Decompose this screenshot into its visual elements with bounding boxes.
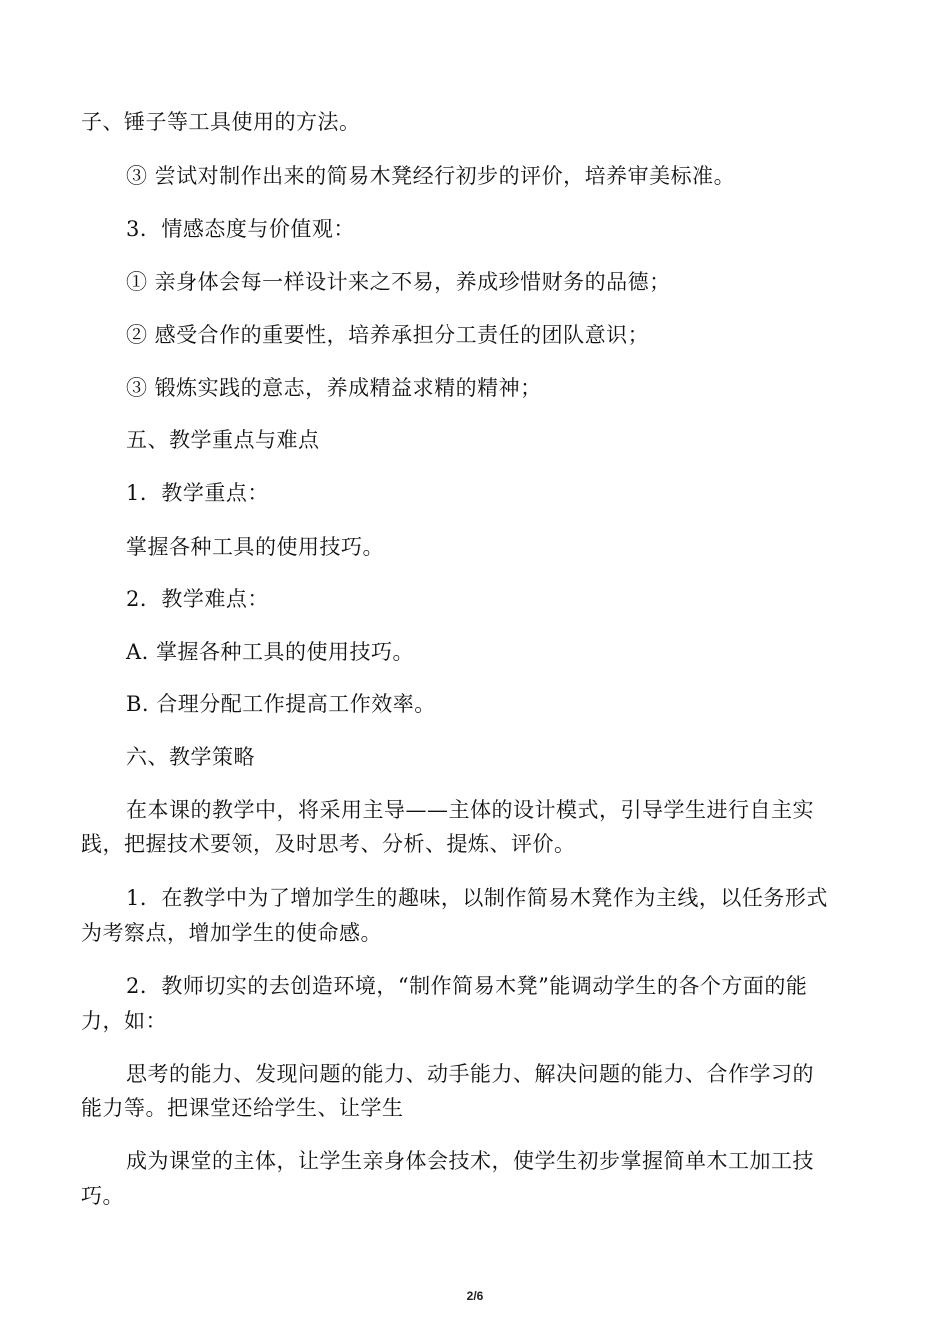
section-heading: 六、教学策略 [126,745,255,769]
section-subheading: 1．教学重点： [126,481,269,505]
paragraph-line: 在本课的教学中，将采用主导——主体的设计模式，引导学生进行自主实 [126,798,814,822]
paragraph-line: 能力等。把课堂还给学生、让学生 [81,1096,404,1120]
paragraph-line: 思考的能力、发现问题的能力、动手能力、解决问题的能力、合作学习的 [126,1062,814,1086]
section-subheading: 2．教学难点： [126,587,269,611]
paragraph-line: 1．在教学中为了增加学生的趣味，以制作简易木凳作为主线，以任务形式 [126,886,828,910]
paragraph: 掌握各种工具的使用技巧。 [126,535,384,559]
paragraph-line: 为考察点，增加学生的使命感。 [81,921,382,945]
paragraph-line: 力，如： [81,1009,167,1033]
paragraph-line: 成为课堂的主体，让学生亲身体会技术，使学生初步掌握简单木工加工技 [126,1149,814,1173]
paragraph-line: 2．教师切实的去创造环境，“制作简易木凳”能调动学生的各个方面的能 [126,974,808,998]
page-number: 2/6 [466,1289,484,1303]
list-item: B. 合理分配工作提高工作效率。 [126,692,436,716]
text-line: 子、锤子等工具使用的方法。 [81,110,361,134]
paragraph-line: 践，把握技术要领，及时思考、分析、提炼、评价。 [81,832,576,856]
list-item: ③ 尝试对制作出来的简易木凳经行初步的评价，培养审美标准。 [126,164,736,188]
section-subheading: 3．情感态度与价值观： [126,217,355,241]
list-item: A. 掌握各种工具的使用技巧。 [126,640,415,664]
section-heading: 五、教学重点与难点 [126,428,320,452]
list-item: ② 感受合作的重要性，培养承担分工责任的团队意识； [126,323,650,347]
list-item: ① 亲身体会每一样设计来之不易，养成珍惜财务的品德； [126,270,671,294]
paragraph-line: 巧。 [81,1184,124,1208]
list-item: ③ 锻炼实践的意志，养成精益求精的精神； [126,376,542,400]
